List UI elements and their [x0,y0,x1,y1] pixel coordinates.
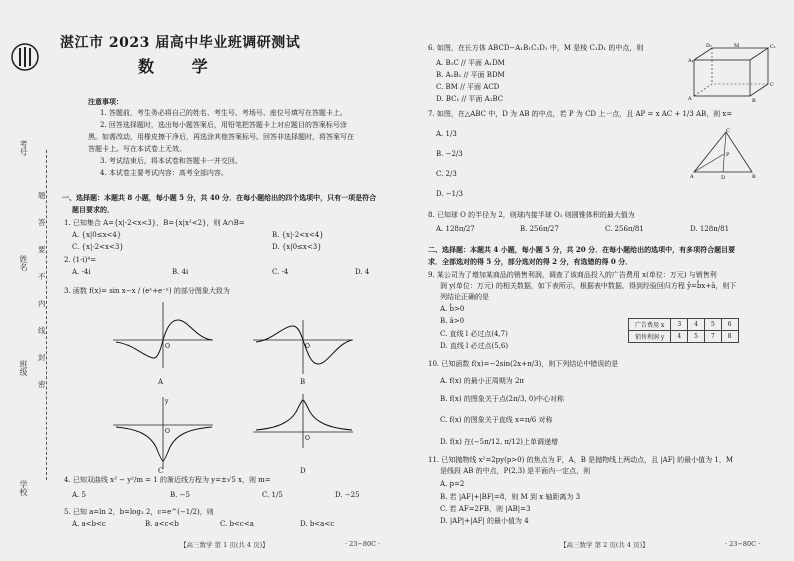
q11-option-d: D. |AP|+|AF| 的最小值为 4 [440,517,529,525]
q6-option-a: A. B₁C // 平面 A₁DM [436,59,505,67]
q9-option-d: D. 直线 l 必过点(5,6) [440,342,509,350]
q11-option-a: A. p=2 [440,480,465,488]
school-logo-icon [10,42,40,72]
q1-option-d: D. {x|0≤x<3} [272,243,322,251]
table-cell: 广告费用 x [629,319,671,331]
q3-graph-c [108,395,218,473]
section2-heading-cont: 求．全部选对的得 5 分，部分选对的得 2 分，有选错的得 0 分． [428,257,633,266]
q9-option-a: A. b̂>0 [440,305,465,313]
notice-line: 答题卡上。写在本试卷上无效。 [88,145,186,153]
q5-option-d: D. b<a<c [300,520,335,528]
seal-char: 封 [38,353,46,362]
q2-option-b: B. 4i [172,268,189,276]
q7-option-c: C. 2/3 [436,170,457,178]
table-row [629,319,739,331]
q2-option-c: C. -4 [272,268,289,276]
q2-option-d: D. 4 [355,268,370,276]
label-class: 班级 [19,360,28,376]
q8-option-d: D. 128π/81 [690,225,730,233]
q9-stem-cont: 润 y(单位：万元) 的相关数据，如下表所示，根据表中数据，得到经验回归方程 ŷ=b̂x+â，则下 [440,282,737,290]
seal-char: 题 [38,191,46,200]
q8-option-c: C. 256π/81 [605,225,644,233]
q6-option-c: C. BM // 平面 ACD [436,83,500,91]
label-exam-number: 考号 [19,140,28,156]
svg-text:y: y [165,398,169,405]
origin-label: O [165,343,170,350]
q1-stem: 1. 已知集合 A={x|-2<x<3}，B={x|x²<2}，则 A∩B= [64,219,245,227]
notice-title: 注意事项： [88,97,123,106]
svg-text:C₁: C₁ [770,44,776,50]
notice-line: 2. 回答选择题时，选出每小题答案后，用铅笔把答题卡上对应题目的答案标号涂 [100,121,347,129]
q7-option-a: A. 1/3 [436,130,457,138]
q10-option-a: A. f(x) 的最小正周期为 2π [440,377,525,385]
q3-label-a: A [158,378,164,386]
q8-option-a: A. 128π/27 [436,225,475,233]
section2-heading: 二、选择题：本题共 4 小题，每小题 5 分，共 20 分．在每小题给出的选项中，有多项符合题目要 [428,245,736,254]
q3-stem: 3. 函数 f(x)= sin x−x / (eˣ+e⁻ˣ) 的部分图象大致为 [64,287,230,295]
q7-option-b: B. −2/3 [436,150,463,158]
seal-char: 答 [38,218,46,227]
q3-label-b: B [300,378,306,386]
q11-stem-cont: 是线段 AB 的中点，P(2,3) 是平面内一定点，则 [440,467,591,475]
q6-cuboid-figure [688,42,776,102]
table-row [629,331,739,343]
q3-label-c: C [158,467,164,475]
seal-char: 不 [38,272,46,281]
q3-graph-d [248,392,358,452]
notice-line: 黑。如需改动，用橡皮擦干净后，再选涂其他答案标号。回答非选择题时，将答案写在 [88,133,354,141]
label-school: 学校 [19,480,28,496]
q1-option-b: B. {x|-2<x<4} [272,231,324,239]
q7-triangle-figure [690,128,756,180]
svg-text:B: B [752,98,756,102]
q11-option-c: C. 若 AF=2FB，则 |AB|=3 [440,505,531,513]
table-cell: 5 [688,331,705,343]
q5-stem: 5. 已知 a=ln 2，b=log₂ 2，c=e^(−1/2)，则 [64,508,214,516]
table-cell: 7 [704,331,721,343]
footer-left-code: · 23−80C · [345,540,381,548]
svg-text:A: A [688,96,692,102]
q5-option-b: B. a<c<b [145,520,179,528]
binding-margin [0,0,60,561]
section1-heading-cont: 题目要求的． [72,205,114,214]
q5-option-a: A. a<b<c [72,520,106,528]
svg-text:A: A [690,174,694,180]
seal-char: 要 [38,245,46,254]
q3-label-d: D [300,467,306,475]
seal-char: 内 [38,299,46,308]
footer-right-code: · 23−80C · [725,540,761,548]
q6-option-d: D. BC₁ // 平面 A₁BC [436,95,504,103]
label-name: 姓名 [19,255,28,271]
svg-text:D₁: D₁ [706,43,713,49]
table-cell: 4 [671,331,688,343]
q11-stem: 11. 已知抛物线 x²=2py(p>0) 的焦点为 F，A，B 是抛物线上两动点，且 |AF| 的最小值为 1，M [428,456,734,464]
table-cell: 6 [721,319,738,331]
q9-data-table [628,318,739,343]
q10-option-b: B. f(x) 的图象关于点(2π/3, 0)中心对称 [440,395,565,403]
q4-option-a: A. 5 [72,491,86,499]
exam-title: 湛江市 2023 届高中毕业班调研测试 [60,35,301,51]
q1-option-a: A. {x|0≤x<4} [72,231,122,239]
subject-title: 数 学 [138,57,224,76]
q4-option-c: C. 1/5 [262,491,283,499]
q10-option-d: D. f(x) 在(−5π/12, π/12)上单调递增 [440,438,559,446]
q10-stem: 10. 已知函数 f(x)=−2sin(2x+π/3)，则下列结论中错误的是 [428,360,619,368]
q11-option-b: B. 若 |AF|+|BF|=8，则 M 到 x 轴距离为 3 [440,493,581,501]
q8-option-b: B. 256π/27 [520,225,559,233]
q4-stem: 4. 已知双曲线 x² − y²/m = 1 的渐近线方程为 y=±√5 x，则 m= [64,476,271,484]
q2-option-a: A. -4i [72,268,91,276]
q1-option-c: C. {x|-2<x<3} [72,243,124,251]
q6-stem: 6. 如图，在长方体 ABCD−A₁B₁C₁D₁ 中，M 是棱 C₁D₁ 的中点，则 [428,44,644,52]
table-cell: 5 [704,319,721,331]
q10-option-c: C. f(x) 的图象关于直线 x=π/6 对称 [440,416,553,424]
q6-option-b: B. A₁B₁ // 平面 BDM [436,71,505,79]
footer-left: 【高三数学 第 1 页(共 4 页)】 [180,541,269,549]
svg-text:O: O [305,343,310,350]
svg-text:O: O [165,428,170,435]
q9-option-c: C. 直线 l 必过点(4,7) [440,330,508,338]
notice-line: 3. 考试结束后，将本试卷和答题卡一并交回。 [100,157,242,165]
svg-text:O: O [305,435,310,442]
table-cell: 3 [671,319,688,331]
table-cell: 8 [721,331,738,343]
seal-char: 线 [38,326,46,335]
table-cell: 销售利润 y [629,331,671,343]
footer-right: 【高三数学 第 2 页(共 4 页)】 [560,541,649,549]
notice-line: 4. 本试卷主要考试内容：高考全部内容。 [100,169,228,177]
q9-stem-cont: 列结论正确的是 [440,293,489,301]
q8-stem: 8. 已知球 O 的半径为 2，则球内接半球 O₁ 则圆锥体积的最大值为 [428,211,635,219]
svg-text:C: C [726,128,730,134]
svg-text:D: D [721,175,726,180]
seal-line [46,150,47,480]
q4-option-d: D. −25 [335,491,360,499]
q9-option-b: B. â>0 [440,317,465,325]
q4-option-b: B. −5 [170,491,190,499]
seal-char: 密 [38,380,46,389]
svg-text:P: P [726,152,730,158]
section1-heading: 一、选择题：本题共 8 小题，每小题 5 分，共 40 分．在每小题给出的四个选项中，只有一项是符合 [62,193,377,202]
svg-text:C: C [770,82,774,88]
q9-stem: 9. 某公司为了增加某商品的销售利润，调查了该商品投入的广告费用 x(单位：万元) 与销售利 [428,271,717,279]
q2-stem: 2. (1-i)⁴= [64,256,97,264]
svg-text:A₁: A₁ [688,58,694,64]
notice-line: 1. 答题前，考生务必将自己的姓名、考生号、考场号、座位号填写在答题卡上。 [100,109,347,117]
q7-stem: 7. 如图，在△ABC 中，D 为 AB 的中点，若 P 为 CD 上一点，且 AP = x AC + 1/3 AB，则 x= [428,110,733,118]
svg-text:M: M [734,43,740,49]
q3-graph-a [108,298,218,376]
table-cell: 4 [688,319,705,331]
svg-text:B: B [752,174,756,180]
q7-option-d: D. −1/3 [436,190,463,198]
q3-graph-b [248,318,358,380]
q5-option-c: C. b<c<a [220,520,254,528]
